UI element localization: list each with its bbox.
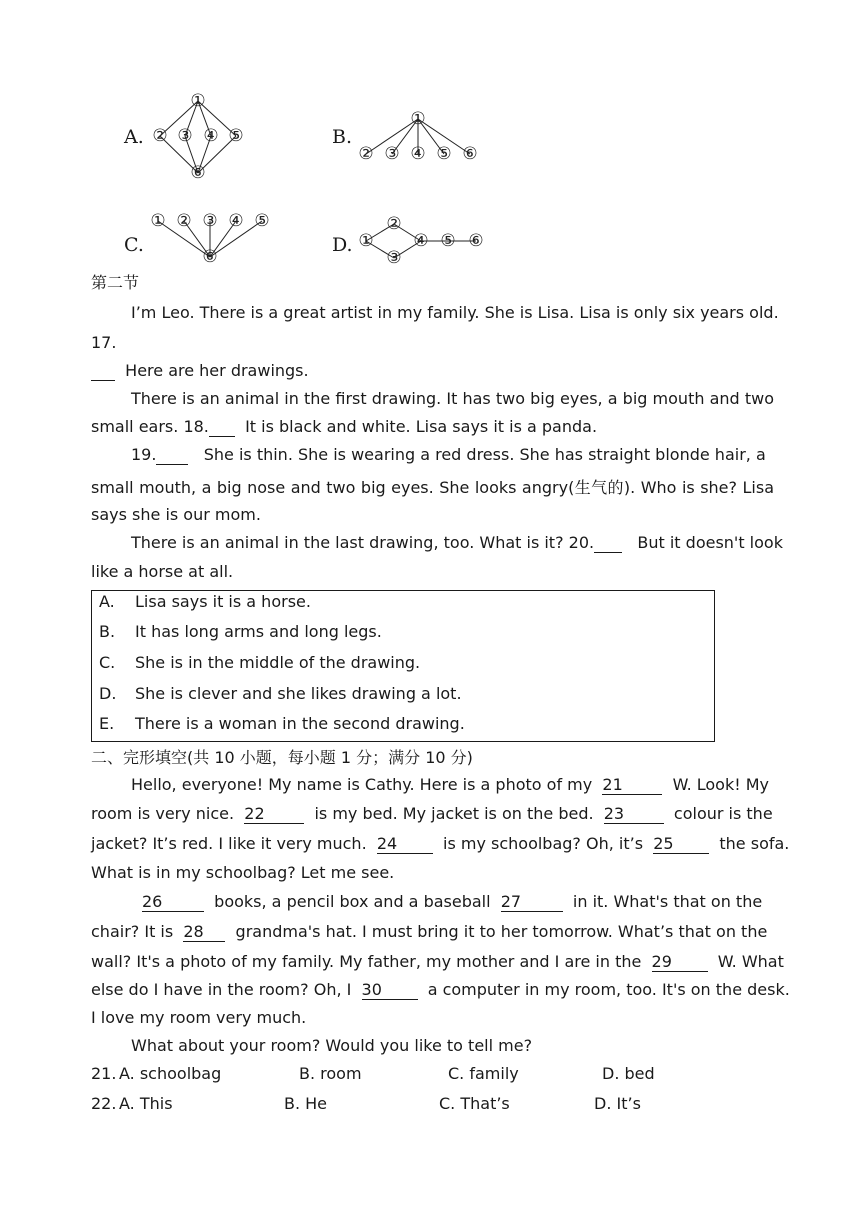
choice-c[interactable]: C. That’s	[439, 1094, 510, 1113]
text-segment: W. Look! My	[672, 775, 769, 794]
text-segment: jacket? It’s red. I like it very much.	[91, 834, 367, 853]
text-segment: She is thin. She is wearing a red dress. She has straight blonde hair, a	[203, 445, 766, 464]
text-line	[91, 952, 784, 972]
answer-blank-24[interactable]: 24	[377, 835, 433, 854]
node-6: ⑥	[462, 144, 478, 164]
text-line	[91, 533, 783, 553]
text-segment: books, a pencil box and a baseball	[214, 892, 491, 911]
option-item: A. Lisa says it is a horse.	[99, 592, 311, 611]
text-line: There is an animal in the first drawing. It has two big eyes, a big mouth and two	[131, 389, 774, 408]
node-2: ②	[358, 144, 374, 164]
answer-blank-21[interactable]: 21	[602, 776, 662, 795]
answer-blank-17[interactable]	[91, 362, 115, 381]
node-3: ③	[177, 126, 193, 146]
node-3: ③	[202, 211, 218, 231]
text-segment: small ears. 18.	[91, 417, 209, 436]
text-line: like a horse at all.	[91, 562, 234, 581]
text-segment: But it doesn't look	[637, 533, 783, 552]
answer-blank-26[interactable]: 26	[142, 893, 204, 912]
text-segment: in it. What's that on the	[572, 892, 763, 911]
options-box	[91, 590, 715, 742]
answer-blank-23[interactable]: 23	[604, 805, 664, 824]
text-line	[91, 922, 774, 942]
node-1: ①	[150, 211, 166, 231]
answer-blank-19[interactable]	[156, 446, 188, 465]
node-5: ⑤	[228, 126, 244, 146]
option-label-c: C.	[124, 234, 144, 256]
node-6: ⑥	[202, 247, 218, 267]
text-line: I love my room very much.	[91, 1008, 307, 1027]
node-2: ②	[386, 214, 402, 234]
node-1: ①	[410, 109, 426, 129]
text-line: What is in my schoolbag? Let me see.	[91, 863, 395, 882]
text-segment: 19.	[131, 445, 157, 464]
question-number: 22.	[91, 1094, 117, 1113]
text-line	[91, 417, 774, 437]
node-5: ⑤	[440, 231, 456, 251]
answer-blank-22[interactable]: 22	[244, 805, 304, 824]
node-2: ②	[152, 126, 168, 146]
text-line	[91, 804, 774, 824]
answer-blank-28[interactable]: 28	[183, 923, 225, 942]
text-line	[91, 892, 774, 912]
text-segment: room is very nice.	[91, 804, 235, 823]
text-line	[91, 361, 774, 381]
choice-a[interactable]: A. schoolbag	[119, 1064, 222, 1083]
text-segment: else do I have in the room? Oh, I	[91, 980, 352, 999]
question-number: 21.	[91, 1064, 117, 1083]
diagram-c	[146, 208, 276, 276]
node-5: ⑤	[436, 144, 452, 164]
diagram-b	[354, 106, 486, 174]
text-segment: colour is the	[673, 804, 773, 823]
text-line: small mouth, a big nose and two big eyes. She looks angry(生气的). Who is she? Lisa	[91, 478, 774, 497]
text-segment: W. What	[717, 952, 784, 971]
text-segment: It is black and white. Lisa says it is a panda.	[245, 417, 598, 436]
text-segment: grandma's hat. I must bring it to her tomorrow. What’s that on the	[235, 922, 768, 941]
choice-d[interactable]: D. bed	[602, 1064, 655, 1083]
text-segment: chair? It is	[91, 922, 174, 941]
node-6: ⑥	[468, 231, 484, 251]
text-segment: a computer in my room, too. It's on the desk.	[427, 980, 790, 999]
question-row	[91, 1064, 774, 1086]
question-row	[91, 1094, 774, 1116]
choice-c[interactable]: C. family	[448, 1064, 519, 1083]
text-line: What about your room? Would you like to tell me?	[131, 1036, 533, 1055]
node-5: ⑤	[254, 211, 270, 231]
section-heading: 二、完形填空(共 10 小题，每小题 1 分；满分 10 分)	[91, 748, 473, 767]
text-segment: is my schoolbag? Oh, it’s	[443, 834, 644, 853]
answer-blank-20[interactable]	[594, 534, 622, 553]
text-segment: Here are her drawings.	[125, 361, 309, 380]
node-3: ③	[386, 248, 402, 268]
text-segment: wall? It's a photo of my family. My father, my mother and I are in the	[91, 952, 642, 971]
section-heading: 第二节	[91, 273, 140, 292]
answer-blank-29[interactable]: 29	[652, 953, 708, 972]
option-label-b: B.	[332, 126, 353, 148]
text-line: I’m Leo. There is a great artist in my family. She is Lisa. Lisa is only six years old.	[131, 303, 779, 322]
text-segment: the sofa.	[719, 834, 790, 853]
answer-blank-25[interactable]: 25	[653, 835, 709, 854]
text-line	[91, 980, 790, 1000]
option-item: B. It has long arms and long legs.	[99, 622, 382, 641]
text-line: 17.	[91, 333, 117, 352]
node-3: ③	[384, 144, 400, 164]
answer-blank-27[interactable]: 27	[501, 893, 563, 912]
diagram-a	[146, 88, 256, 188]
diagram-d	[354, 210, 490, 274]
answer-blank-18[interactable]	[209, 418, 235, 437]
option-label-d: D.	[332, 234, 353, 256]
node-4: ④	[228, 211, 244, 231]
text-line	[91, 834, 790, 854]
node-4: ④	[203, 126, 219, 146]
answer-blank-30[interactable]: 30	[362, 981, 418, 1000]
option-item: C. She is in the middle of the drawing.	[99, 653, 421, 672]
node-2: ②	[176, 211, 192, 231]
node-4: ④	[410, 144, 426, 164]
text-segment: There is an animal in the last drawing, too. What is it? 20.	[131, 533, 595, 552]
text-line	[91, 775, 774, 795]
choice-d[interactable]: D. It’s	[594, 1094, 641, 1113]
text-segment: is my bed. My jacket is on the bed.	[314, 804, 594, 823]
node-1: ①	[358, 231, 374, 251]
option-item: D. She is clever and she likes drawing a lot.	[99, 684, 462, 703]
text-line	[91, 445, 774, 465]
option-label-a: A.	[124, 126, 144, 148]
option-item: E. There is a woman in the second drawing.	[99, 714, 465, 733]
choice-b[interactable]: B. room	[299, 1064, 362, 1083]
text-segment: Hello, everyone! My name is Cathy. Here is a photo of my	[131, 775, 593, 794]
node-6: ⑥	[190, 163, 206, 183]
choice-a[interactable]: A. This	[119, 1094, 173, 1113]
node-4: ④	[413, 231, 429, 251]
text-line: says she is our mom.	[91, 505, 261, 524]
choice-b[interactable]: B. He	[284, 1094, 328, 1113]
node-1: ①	[190, 91, 206, 111]
